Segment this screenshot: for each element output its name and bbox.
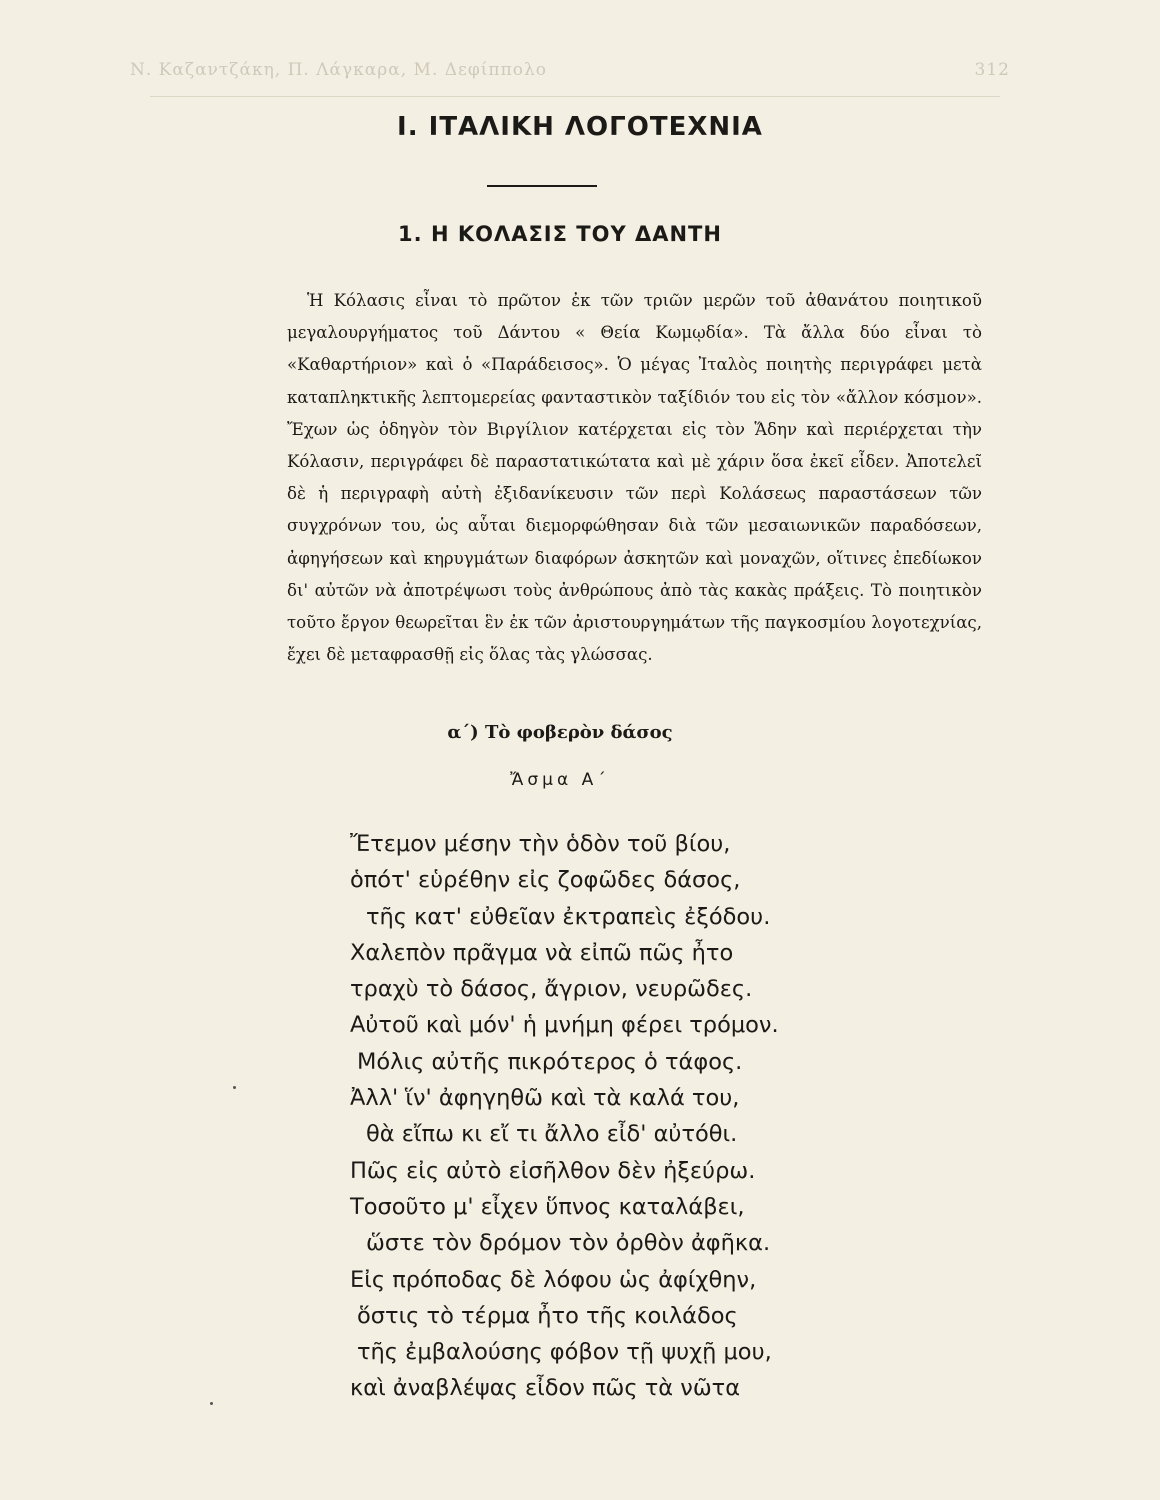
header-rule	[150, 96, 1000, 97]
poem-line: Ἀλλ' ἵν' ἀφηγηθῶ καὶ τὰ καλά του,	[350, 1085, 740, 1112]
poem-line: Πῶς εἰς αὐτὸ εἰσῆλθον δὲν ἠξεύρω.	[350, 1157, 756, 1184]
chapter-title: 1. Η ΚΟΛΑΣΙΣ ΤΟΥ ΔΑΝΤΗ	[398, 222, 722, 246]
poem-line: καὶ ἀναβλέψας εἶδον πῶς τὰ νῶτα	[350, 1375, 741, 1402]
intro-paragraph: Ἡ Κόλασις εἶναι τὸ πρῶτον ἐκ τῶν τριῶν μερῶν τοῦ ἀθανάτου ποιητικοῦ μεγαλουργήματος τοῦ Δάντου « Θεία Κωμῳδία». Τὰ ἄλλα δύο εἶναι τὸ «Καθαρτήριον» καὶ ὁ «Παράδεισος». Ὁ μέγας Ἰταλὸς ποιητὴς περιγράφει μετὰ καταπληκτικῆς λεπτομερείας φανταστικὸν ταξίδιόν του εἰς τὸν «ἄλλον κόσμον». Ἔχων ὡς ὁδηγὸν τὸν Βιργίλιον κατέρχεται εἰς τὸν Ἅδην καὶ περιέρχεται τὴν Κόλασιν, περιγράφει δὲ παραστατικώτατα καὶ μὲ χάριν ὅσα ἐκεῖ εἶδεν. Ἀποτελεῖ δὲ ἡ περιγραφὴ αὐτὴ ἐξιδανίκευσιν τῶν περὶ Κολάσεως παραστάσεων τῶν συγχρόνων του, ὡς αὗται διεμορφώθησαν διὰ τῶν μεσαιωνικῶν παραδόσεων, ἀφηγήσεων καὶ κηρυγμάτων διαφόρων ἀσκητῶν καὶ μοναχῶν, οἵτινες ἐπεδίωκον δι' αὐτῶν νὰ ἀποτρέψωσι τοὺς ἀνθρώπους ἀπὸ τὰς κακὰς πράξεις. Τὸ ποιητικὸν τοῦτο ἔργον θεωρεῖται ἓν ἐκ τῶν ἀριστουργημάτων τῆς παγκοσμίου λογοτεχνίας, ἔχει δὲ μεταφρασθῇ εἰς ὅλας τὰς γλώσσας.	[287, 291, 982, 665]
poem-line: Μόλις αὐτῆς πικρότερος ὁ τάφος.	[357, 1048, 743, 1075]
poem-line: Αὐτοῦ καὶ μόν' ἡ μνήμη φέρει τρόμον.	[350, 1012, 779, 1039]
poem-line: τῆς ἐμβαλούσης φόβον τῇ ψυχῇ μου,	[357, 1339, 772, 1366]
poem-line: τραχὺ τὸ δάσος, ἄγριον, νευρῶδες.	[350, 976, 753, 1003]
poem	[350, 826, 990, 1407]
poem-line: ὅστις τὸ τέρμα ἦτο τῆς κοιλάδος	[357, 1302, 738, 1329]
poem-line: Χαλεπὸν πρᾶγμα νὰ εἰπῶ πῶς ἦτο	[350, 939, 734, 966]
subsection-title: α΄) Τὸ φοβερὸν δάσος	[447, 722, 673, 743]
poem-line: θὰ εἴπω κι εἴ τι ἄλλο εἶδ' αὐτόθι.	[366, 1121, 738, 1148]
running-header-bleedthrough	[130, 60, 1010, 80]
paper-speck	[233, 1086, 236, 1089]
intro-text	[287, 285, 982, 671]
poem-line: Ἔτεμον μέσην τὴν ὁδὸν τοῦ βίου,	[350, 831, 731, 857]
poem-line: Τοσοῦτο μ' εἶχεν ὕπνος καταλάβει,	[350, 1193, 745, 1220]
poem-line: ὥστε τὸν δρόμον τὸν ὀρθὸν ἀφῆκα.	[366, 1230, 771, 1257]
poem-line: τῆς κατ' εὐθεῖαν ἐκτραπεὶς ἐξόδου.	[366, 903, 771, 930]
canto-label: Ἄσμα Α΄	[510, 770, 610, 790]
paper-speck	[210, 1402, 213, 1405]
poem-line: Εἰς πρόποδας δὲ λόφου ὡς ἀφίχθην,	[350, 1266, 757, 1293]
section-title: Ι. ΙΤΑΛΙΚΗ ΛΟΓΟΤΕΧΝΙΑ	[397, 112, 763, 142]
running-header-text: Ν. Καζαντζάκη, Π. Λάγκαρα, Μ. Δεφίππολο	[130, 60, 548, 80]
poem-line: ὁπότ' εὑρέθην εἰς ζοφῶδες δάσος,	[350, 867, 741, 894]
page-number: 312	[974, 60, 1010, 80]
title-divider	[487, 185, 597, 187]
